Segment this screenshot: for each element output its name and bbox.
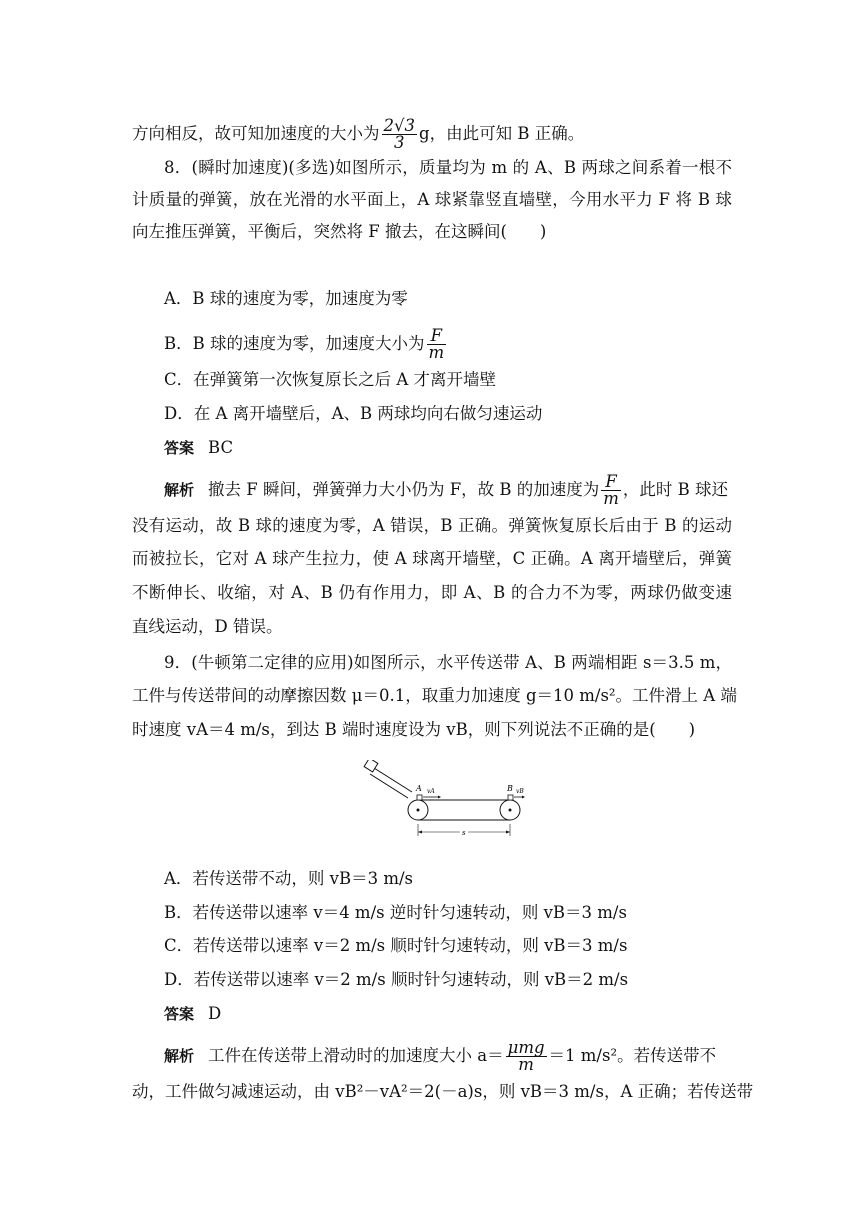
text-segment: 方向相反，故可知加速度的大小为 [132, 124, 380, 143]
explanation-label: 解析 [164, 1047, 195, 1065]
explanation-8-line-3: 而被拉长，它对 A 球产生拉力，使 A 球离开墙壁，C 正确。A 离开墙壁后，弹簧 [132, 549, 732, 568]
option-9-a: A．若传送带不动，则 vB＝3 m/s [164, 869, 414, 888]
explanation-8-line-2: 没有运动，故 B 球的速度为零，A 错误，B 正确。弹簧恢复原长后由于 B 的运动 [132, 516, 732, 535]
answer-label: 答案 [164, 439, 195, 457]
text-line [132, 118, 732, 151]
block-a [417, 795, 422, 800]
option-8-c: C．在弹簧第一次恢复原长之后 A 才离开墙壁 [164, 370, 497, 389]
question-8-line-3: 向左推压弹簧，平衡后，突然将 F 撤去，在这瞬间( ) [132, 222, 547, 241]
question-9-line-1: 9．(牛顿第二定律的应用)如图所示，水平传送带 A、B 两端相距 s＝3.5 m， [164, 653, 732, 672]
option-9-c: C．若传送带以速率 v＝2 m/s 顺时针匀速转动，则 vB＝3 m/s [164, 936, 628, 955]
answer-9 [164, 1002, 764, 1026]
question-8-line-1: 8．(瞬时加速度)(多选)如图所示，质量均为 m 的 A、B 两球之间系着一根不 [164, 158, 732, 177]
answer-label: 答案 [164, 1005, 195, 1023]
explanation-8-line-5: 直线运动，D 错误。 [132, 617, 283, 636]
label-a: A [416, 784, 422, 793]
answer-value: BC [208, 438, 234, 457]
block-b [508, 795, 513, 800]
arrow-head-icon [418, 831, 422, 834]
explanation-label: 解析 [164, 481, 195, 499]
explanation-8-line-1: 解析 撤去 F 瞬间，弹簧弹力大小仍为 F，故 B 的加速度为 $\frac{F}{m}$ ，此时 B 球还 [164, 472, 729, 508]
arrow-head-icon [438, 796, 441, 799]
fraction: $\frac{2√3}{3}$ [383, 116, 416, 152]
question-9-line-2: 工件与传送带间的动摩擦因数 μ＝0.1，取重力加速度 g＝10 m/s²。工件滑上 A 端 [132, 686, 737, 705]
fraction: $\frac{F}{m}$ [603, 472, 619, 508]
arrow-head-icon [522, 796, 525, 799]
option-9-b: B．若传送带以速率 v＝4 m/s 逆时针匀速转动，则 vB＝3 m/s [164, 903, 627, 922]
answer-value: D [208, 1004, 222, 1023]
option-8-a: A．B 球的速度为零，加速度为零 [164, 289, 408, 308]
option-8-b: B．B 球的速度为零，加速度大小为 $\frac{F}{m}$ [164, 326, 445, 362]
label-s: s [462, 829, 466, 837]
label-b: B [507, 784, 513, 793]
fraction: $\frac{F}{m}$ [428, 326, 445, 362]
explanation-8-line-4: 不断伸长、收缩，对 A、B 仍有作用力，即 A、B 的合力不为零，两球仍做变速 [132, 583, 732, 602]
explanation-9-line-2: 动，工件做匀减速运动，由 vB²－vA²＝2(－a)s，则 vB＝3 m/s，A 正确；若传送带 [132, 1082, 754, 1101]
label-va: vA [427, 788, 435, 795]
option-8-d: D．在 A 离开墙壁后，A、B 两球均向右做匀速运动 [164, 404, 543, 423]
option-9-d: D．若传送带以速率 v＝2 m/s 顺时针匀速转动，则 vB＝2 m/s [164, 970, 629, 989]
text-segment: g，由此可知 B 正确。 [419, 124, 585, 143]
right-pulley-axle [509, 809, 512, 812]
arrow-head-icon [506, 831, 510, 834]
fraction: $\frac{\text{μmg}}{m}$ [507, 1038, 545, 1074]
workpiece-block [364, 760, 378, 772]
label-vb: vB [516, 788, 524, 795]
conveyor-belt-diagram [360, 760, 530, 840]
explanation-9-line-1: 解析 工件在传送带上滑动时的加速度大小 a＝ $\frac{\text{μmg}}{m}$ ＝1 m/s²。若传送带不 [164, 1038, 717, 1074]
question-9-line-3: 时速度 vA＝4 m/s，到达 B 端时速度设为 vB，则下列说法不正确的是( ) [132, 720, 696, 739]
left-pulley-axle [417, 809, 420, 812]
answer-8 [164, 436, 764, 460]
question-8-line-2: 计质量的弹簧，放在光滑的水平面上，A 球紧靠竖直墙壁，今用水平力 F 将 B 球 [132, 190, 732, 209]
